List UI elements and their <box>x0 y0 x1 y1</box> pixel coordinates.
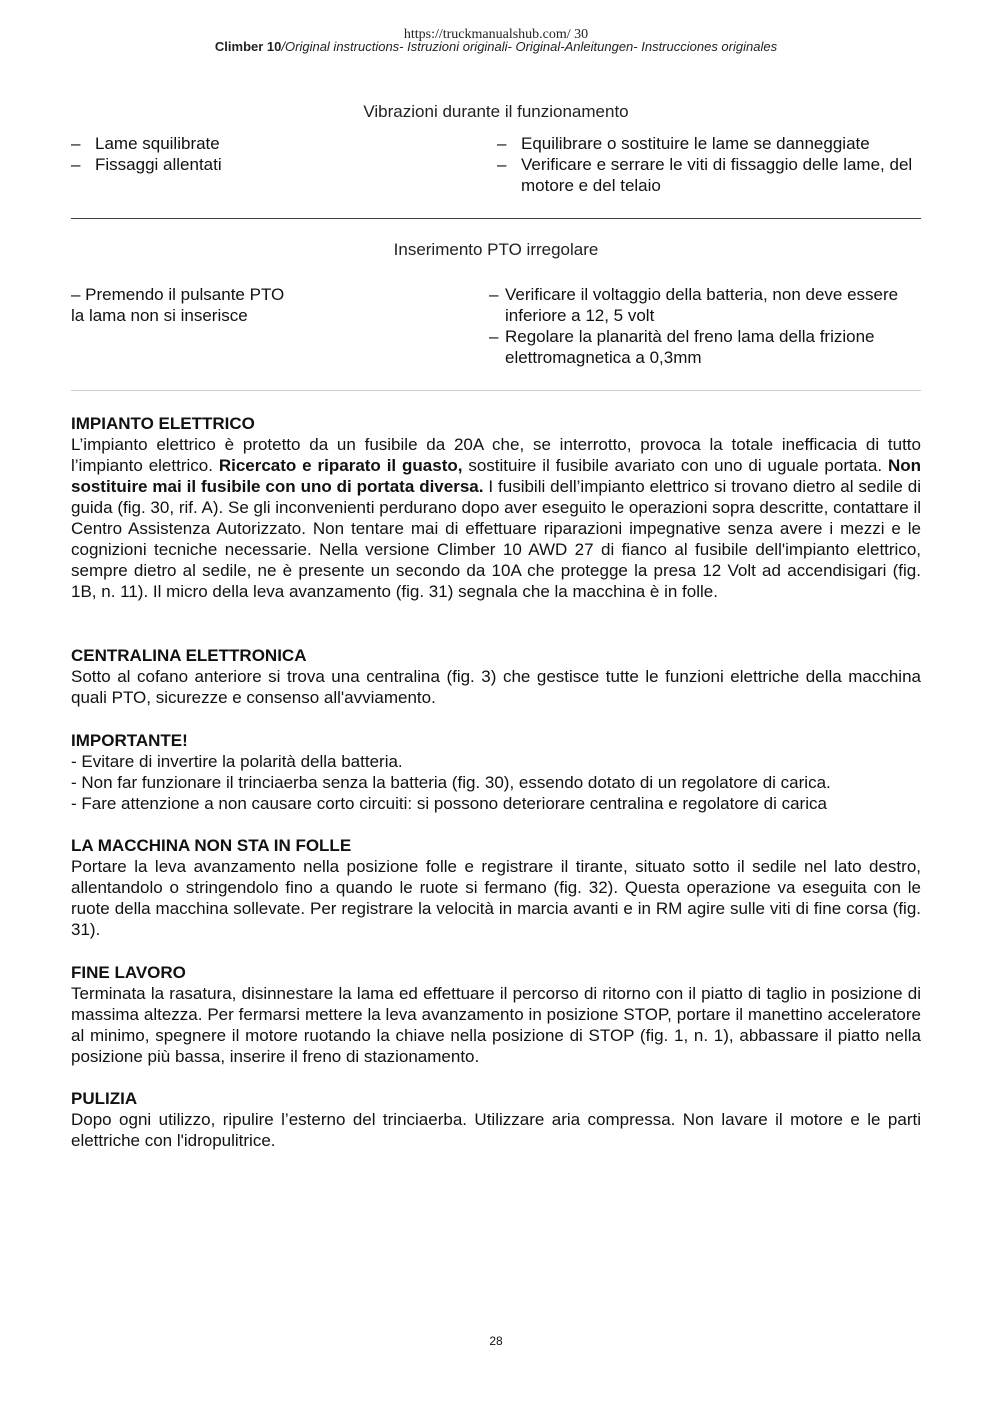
section-centralina <box>71 645 921 708</box>
text-run: I fusibili dell’impianto elettrico si trovano dietro al sedile di guida (fig. 30, rif. A). Se gli inconvenienti perdurano dopo aver eseguito le operazioni sopra descritte, contattare il Centro Assistenza Autorizzato. Non tentare mai di effettuare riparazioni impegnative senza avere i mezzi e le cognizioni tecniche necessarie. Nella versione Climber 10 AWD 27 di fianco al fusibile dell'impianto elettrico, sempre dietro al sedile, ne è presente un secondo da 10A che protegge la presa 12 Volt ad accendisigari (fig. 1B, n. 11). Il micro della leva avanzamento (fig. 31) segnala che la macchina è in folle. <box>71 477 921 601</box>
header-model: Climber 10 <box>214 39 282 54</box>
section-title: PULIZIA <box>71 1089 138 1108</box>
cause-text: Fissaggi allentati <box>95 155 222 174</box>
section-text: Dopo ogni utilizzo, ripulire l’esterno del trinciaerba. Utilizzare aria compressa. Non lavare il motore e le parti elettriche con l'idropulitrice. <box>71 1110 921 1150</box>
divider <box>71 218 921 219</box>
section-text: Terminata la rasatura, disinnestare la lama ed effettuare il percorso di ritorno con il piatto di taglio in posizione di massima altezza. Per fermarsi mettere la leva avanzamento in posizione STOP, portare il manettino acceleratore al minimo, spegnere il motore ruotando la chiave nella posizione di STOP (fig. 1, n. 1), abbassare il piatto nella posizione più bassa, inserire il freno di stazionamento. <box>71 984 921 1066</box>
section-pulizia <box>71 1088 921 1151</box>
trouble-causes-pto <box>71 284 491 326</box>
cause-line: la lama non si inserisce <box>71 306 248 325</box>
remedy-item <box>497 154 917 196</box>
bold-run: Ricercato e riparato il guasto, <box>218 456 463 475</box>
cause-text: Lame squilibrate <box>95 134 220 153</box>
divider <box>71 390 921 391</box>
text-run: L’impianto elettrico è protetto da un fusibile da 20A che, se interrotto, provoca la totale inefficacia di tutto l’impianto elettrico. <box>71 435 921 475</box>
page-number: 28 <box>489 1334 503 1348</box>
dash-mark: – <box>489 327 499 346</box>
remedy-item <box>489 326 909 368</box>
cause-item <box>71 133 491 154</box>
section-title: CENTRALINA ELETTRONICA <box>71 646 307 665</box>
dash-mark: – <box>489 285 499 304</box>
section-title: IMPIANTO ELETTRICO <box>71 414 255 433</box>
dash-mark: – <box>71 155 81 174</box>
cause-item <box>71 154 491 175</box>
section-text: Sotto al cofano anteriore si trova una centralina (fig. 3) che gestisce tutte le funzioni elettriche della macchina quali PTO, sicurezze e consenso all'avviamento. <box>71 667 921 707</box>
dash-mark: – <box>497 155 507 174</box>
text-run: sostituire il fusibile avariato con uno di uguale portata. <box>462 456 888 475</box>
section-title: IMPORTANTE! <box>71 731 188 750</box>
dash-mark: – <box>497 134 507 153</box>
bold-run: Non sostituire mai il fusibile con uno di portata diversa. <box>71 456 921 496</box>
section-folle <box>71 835 921 940</box>
list-item: - Non far funzionare il trinciaerba senza la batteria (fig. 30), essendo dotato di un regolatore di carica. <box>71 773 831 792</box>
header-subtitle: /Original instructions- Istruzioni originali- Original-Anleitungen- Instrucciones originales <box>281 39 778 54</box>
remedy-text: Regolare la planarità del freno lama della frizione elettromagnetica a 0,3mm <box>505 327 875 367</box>
section-fine-lavoro <box>71 962 921 1067</box>
trouble-remedies-vibrazioni <box>497 133 917 196</box>
remedy-item <box>497 133 917 154</box>
list-item: - Fare attenzione a non causare corto circuiti: si possono deteriorare centralina e regolatore di carica <box>71 794 827 813</box>
section-text <box>71 434 921 602</box>
list-item: - Evitare di invertire la polarità della batteria. <box>71 752 403 771</box>
section-title: LA MACCHINA NON STA IN FOLLE <box>71 836 352 855</box>
remedy-text: Verificare il voltaggio della batteria, non deve essere inferiore a 12, 5 volt <box>505 285 899 325</box>
section-impianto-elettrico <box>71 413 921 602</box>
trouble-remedies-pto <box>489 284 909 368</box>
section-text: Portare la leva avanzamento nella posizione folle e registrare il tirante, situato sotto il sedile nel lato destro, allentandolo o stringendolo fino a quando le ruote si fermano (fig. 32). Questa operazione va eseguita con le ruote della macchina sollevate. Per registrare la velocità in marcia avanti e in RM agire sulle viti di fine corsa (fig. 31). <box>71 857 921 939</box>
cause-line: – Premendo il pulsante PTO <box>71 285 285 304</box>
trouble-title-vibrazioni: Vibrazioni durante il funzionamento <box>363 102 629 121</box>
trouble-title-pto: Inserimento PTO irregolare <box>393 240 599 259</box>
section-title: FINE LAVORO <box>71 963 186 982</box>
header-url: https://truckmanualshub.com/ 30 <box>403 27 589 42</box>
remedy-text: Verificare e serrare le viti di fissaggio delle lame, del motore e del telaio <box>521 155 913 195</box>
section-importante <box>71 730 921 814</box>
trouble-causes-vibrazioni <box>71 133 491 175</box>
remedy-item <box>489 284 909 326</box>
remedy-text: Equilibrare o sostituire le lame se danneggiate <box>521 134 870 153</box>
header-title <box>0 39 992 54</box>
dash-mark: – <box>71 134 81 153</box>
